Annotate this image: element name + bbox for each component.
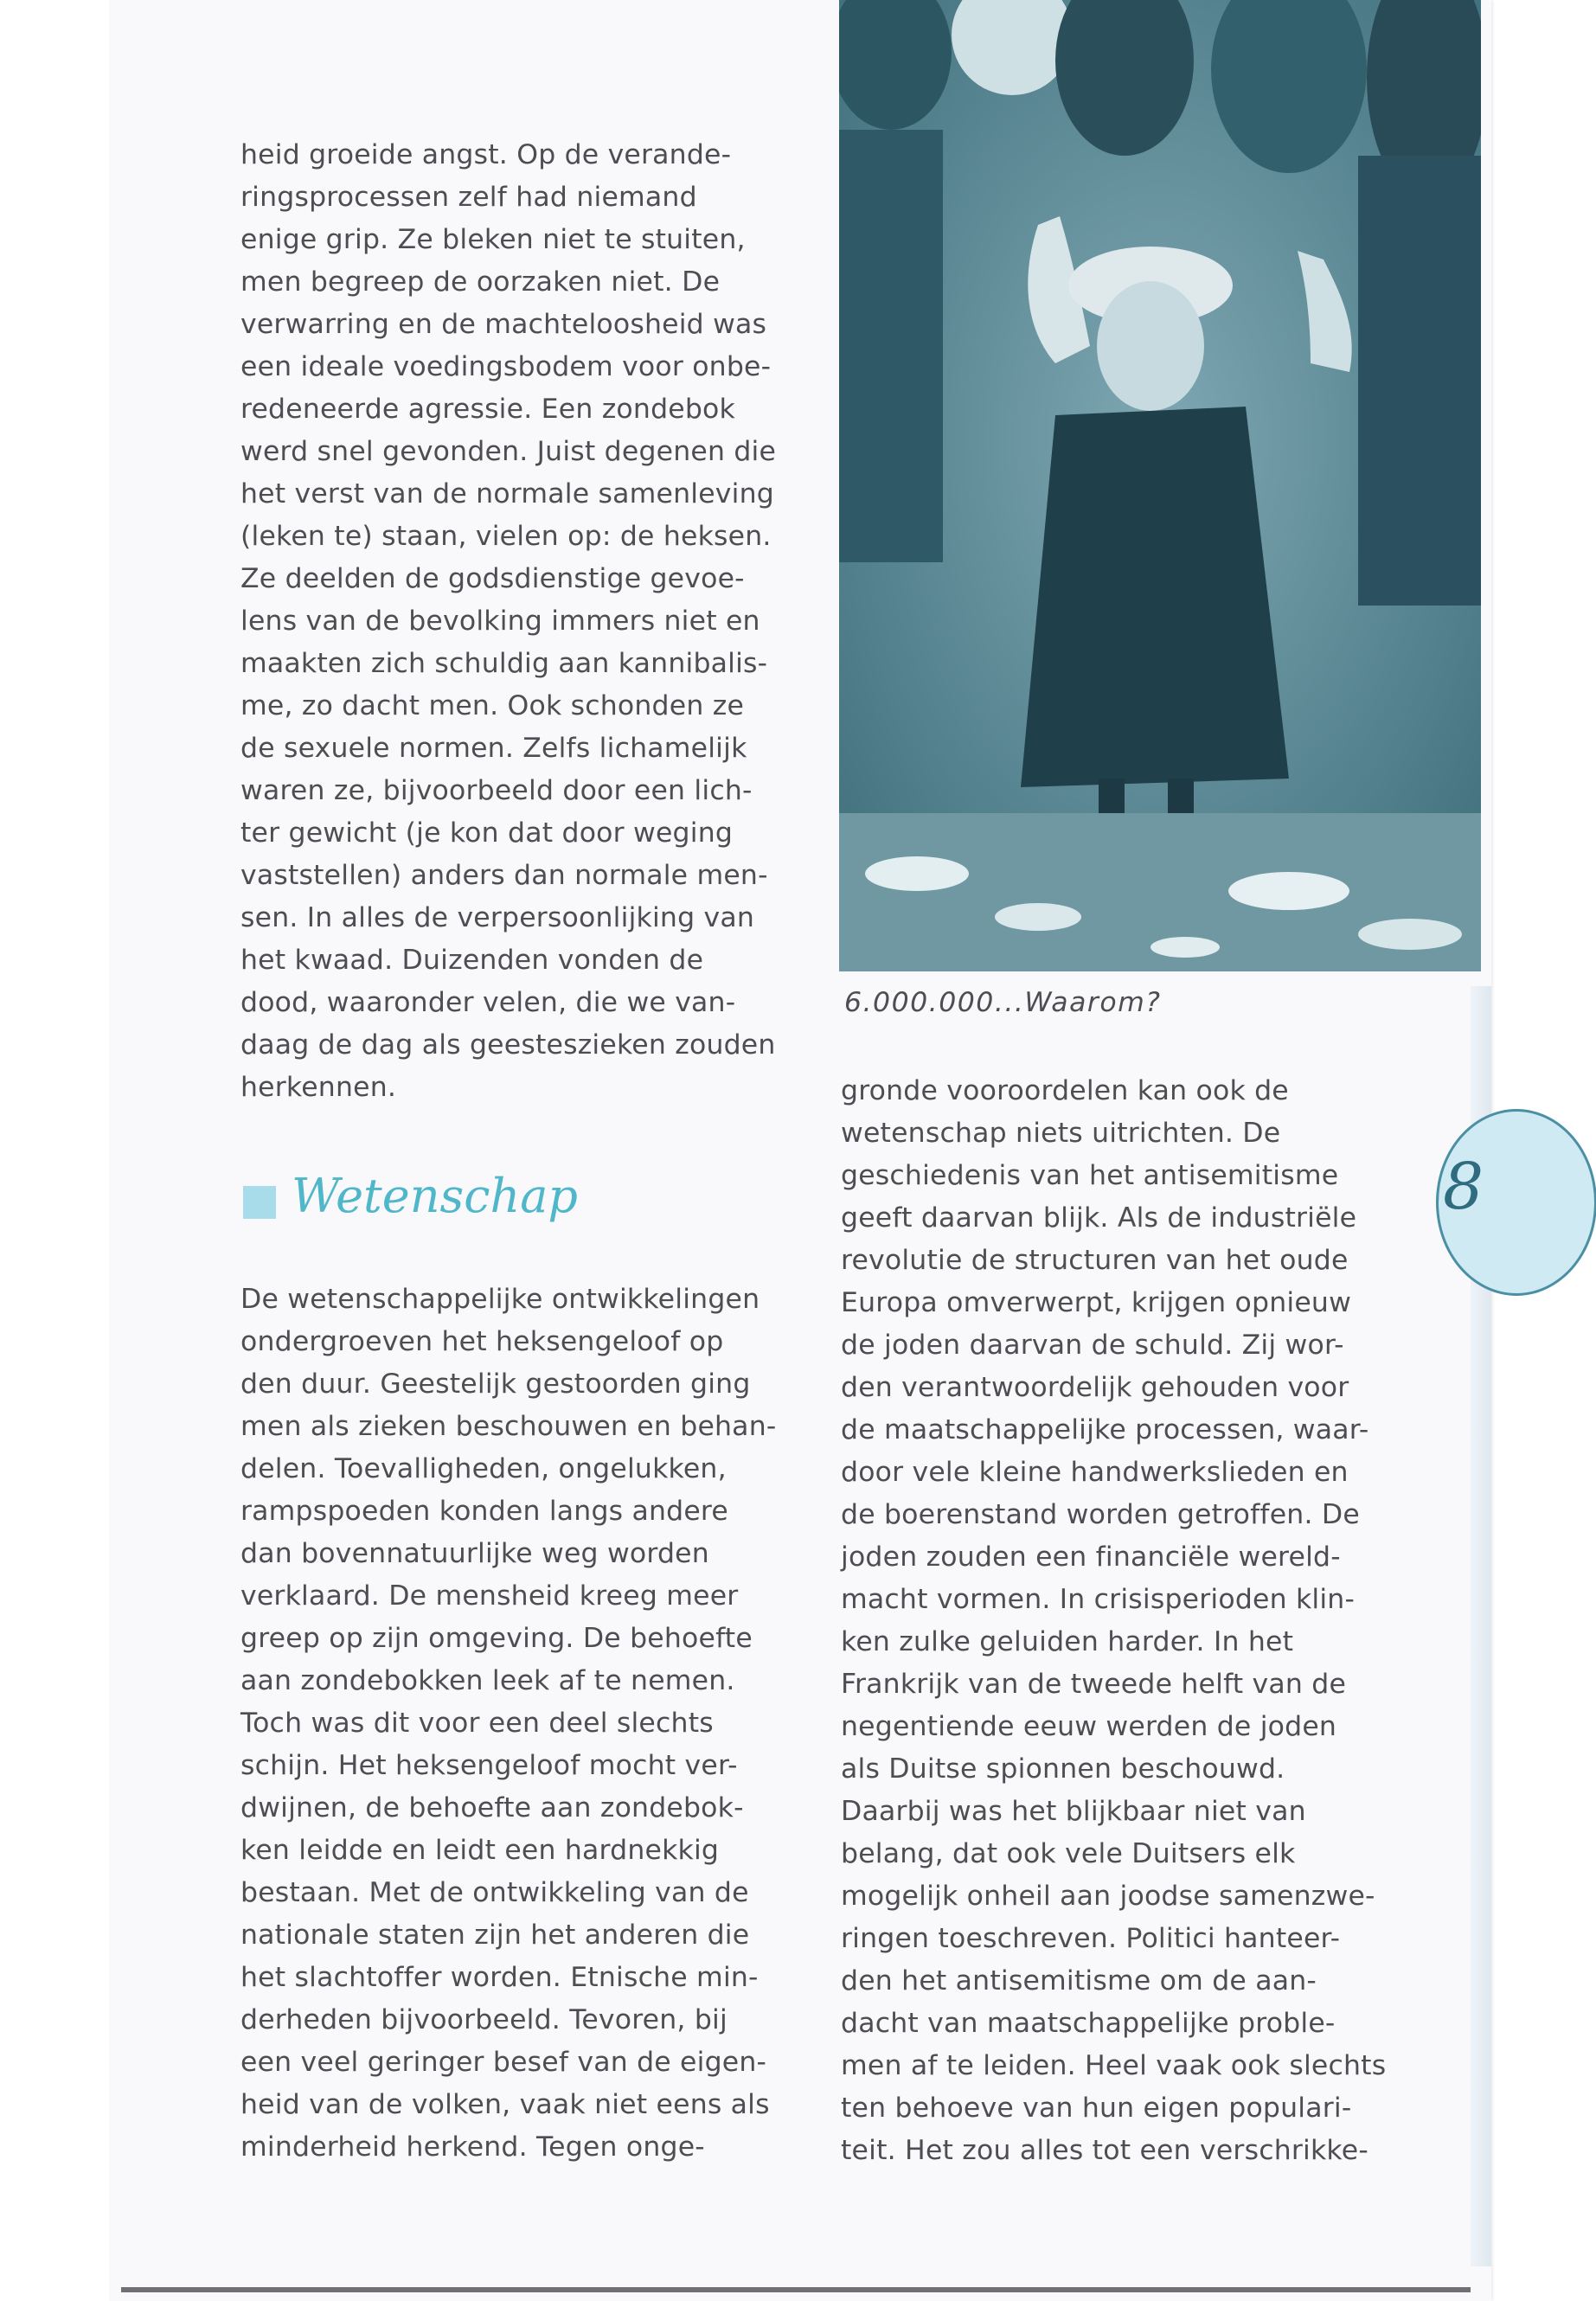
text-line: het kwaad. Duizenden vonden de [240,945,704,976]
text-line: vaststellen) anders dan normale men- [240,860,768,891]
text-line: wetenschap niets uitrichten. De [841,1118,1281,1149]
text-line: dood, waaronder velen, die we van- [240,987,736,1018]
text-line: ken leidde en leidt een hardnekkig [240,1835,720,1866]
text-line: joden zouden een financiële wereld- [841,1541,1341,1573]
text-line: bestaan. Met de ontwikkeling van de [240,1877,749,1908]
text-line: men begreep de oorzaken niet. De [240,266,721,298]
text-line: heid groeide angst. Op de verande- [240,139,732,170]
text-line: ringen toeschreven. Politici hanteer- [841,1923,1341,1954]
text-line: ken zulke geluiden harder. In het [841,1626,1294,1657]
text-line: delen. Toevalligheden, ongelukken, [240,1453,727,1484]
text-line: redeneerde agressie. Een zondebok [240,394,735,425]
text-line: ondergroeven het heksengeloof op [240,1326,724,1357]
text-line: Ze deelden de godsdienstige gevoe- [240,563,745,594]
text-line: door vele kleine handwerkslieden en [841,1457,1349,1488]
text-line: de maatschappelijke processen, waar- [841,1414,1369,1445]
page-number: 8 [1443,1150,1484,1224]
text-line: de boerenstand worden getroffen. De [841,1499,1360,1530]
text-line: werd snel gevonden. Juist degenen die [240,436,777,467]
text-line: daag de dag als geesteszieken zouden [240,1029,776,1061]
left-column-bottom-text [240,1279,776,2169]
text-line: Europa omverwerpt, krijgen opnieuw [841,1287,1352,1318]
text-line: schijn. Het heksengeloof mocht ver- [240,1750,738,1781]
text-line: greep op zijn omgeving. De behoefte [240,1623,753,1654]
text-line: een veel geringer besef van de eigen- [240,2047,767,2078]
text-line: revolutie de structuren van het oude [841,1245,1349,1276]
text-line: verklaard. De mensheid kreeg meer [240,1580,739,1612]
text-line: teit. Het zou alles tot een verschrikke- [841,2135,1368,2166]
text-line: belang, dat ook vele Duitsers elk [841,1838,1296,1869]
text-line: mogelijk onheil aan joodse samenzwe- [841,1881,1375,1912]
text-line: enige grip. Ze bleken niet te stuiten, [240,224,746,255]
text-line: geeft daarvan blijk. Als de industriële [841,1202,1357,1234]
text-line: sen. In alles de verpersoonlijking van [240,902,754,933]
text-line: lens van de bevolking immers niet en [240,606,760,637]
heading-square-marker [243,1186,276,1219]
text-line: herkennen. [240,1072,397,1103]
text-line: de joden daarvan de schuld. Zij wor- [841,1330,1344,1361]
text-line: Toch was dit voor een deel slechts [240,1708,714,1739]
text-line: de sexuele normen. Zelfs lichamelijk [240,733,747,764]
section-heading-label: Wetenschap [292,1169,578,1223]
text-line: Daarbij was het blijkbaar niet van [841,1796,1306,1827]
text-line: als Duitse spionnen beschouwd. [841,1753,1285,1785]
text-line: gronde vooroordelen kan ook de [841,1075,1289,1106]
text-line: den het antisemitisme om de aan- [841,1965,1317,1997]
text-line: ten behoeve van hun eigen populari- [841,2093,1352,2124]
text-line: dacht van maatschappelijke proble- [841,2008,1336,2039]
text-line: waren ze, bijvoorbeeld door een lich- [240,775,753,806]
text-line: (leken te) staan, vielen op: de heksen. [240,521,772,552]
text-line: men als zieken beschouwen en behan- [240,1411,777,1442]
text-line: den duur. Geestelijk gestoorden ging [240,1368,751,1400]
text-line: minderheid herkend. Tegen onge- [240,2131,705,2163]
text-line: het verst van de normale samenleving [240,478,774,510]
text-line: ter gewicht (je kon dat door weging [240,817,734,849]
text-line: heid van de volken, vaak niet eens als [240,2089,770,2120]
text-line: De wetenschappelijke ontwikkelingen [240,1284,760,1315]
text-line: derheden bijvoorbeeld. Tevoren, bij [240,2004,727,2035]
text-line: dan bovennatuurlijke weg worden [240,1538,709,1569]
text-line: maakten zich schuldig aan kannibalis- [240,648,768,679]
text-line: me, zo dacht men. Ook schonden ze [240,690,745,721]
text-line: ringsprocessen zelf had niemand [240,182,697,213]
text-line: het slachtoffer worden. Etnische min- [240,1962,759,1993]
text-line: nationale staten zijn het anderen die [240,1920,750,1951]
text-line: macht vormen. In crisisperioden klin- [841,1584,1356,1615]
left-column-top-text [240,134,776,1109]
text-line: men af te leiden. Heel vaak ook slechts [841,2050,1387,2081]
photo-illustration [839,0,1481,971]
text-line: negentiende eeuw werden de joden [841,1711,1337,1742]
text-line: Frankrijk van de tweede helft van de [841,1669,1347,1700]
text-line: dwijnen, de behoefte aan zondebok- [240,1792,744,1823]
text-line: aan zondebokken leek af te nemen. [240,1665,735,1696]
text-line: een ideale voedingsbodem voor onbe- [240,351,772,382]
text-line: verwarring en de machteloosheid was [240,309,767,340]
right-column-text [841,1070,1386,2172]
text-line: rampspoeden konden langs andere [240,1496,728,1527]
text-line: den verantwoordelijk gehouden voor [841,1372,1349,1403]
text-line: geschiedenis van het antisemitisme [841,1160,1339,1191]
historical-photo [839,0,1481,971]
photo-caption: 6.000.000...Waarom? [844,987,1162,1018]
bottom-rule [121,2287,1471,2292]
